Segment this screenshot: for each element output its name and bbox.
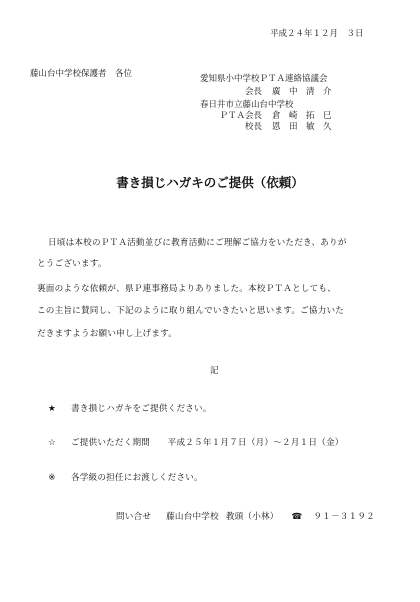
sender-name-1: 廣 中 清 介 xyxy=(272,87,332,97)
star-outline-icon: ☆ xyxy=(48,438,56,448)
item-handover xyxy=(44,473,203,484)
sender-role-3: 校長 xyxy=(244,122,262,132)
addressee: 藤山台中学校保護者 各位 xyxy=(30,69,133,79)
item-period xyxy=(44,438,344,449)
sender-org-2: 春日井市立藤山台中学校 xyxy=(200,100,294,110)
phone-icon: ☎ xyxy=(291,512,303,522)
sender-name-2: 倉 崎 拓 巳 xyxy=(272,111,332,121)
contact-person: 教頭（小林） xyxy=(225,512,279,522)
item-donate xyxy=(44,404,212,415)
item-period-text: ご提供いただく期間 平成２５年１月７日（月）～２月１日（金） xyxy=(70,438,344,448)
body-p1-line2: とうございます。 xyxy=(37,259,107,269)
body-p2-line2: この主旨に賛同し、下記のように取り組んでいきたいと思います。ご協力いた xyxy=(37,306,345,316)
ki-heading: 記 xyxy=(210,366,219,376)
contact-school: 藤山台中学校 xyxy=(166,512,219,522)
body-p2-line3: だきますようお願い申し上げます。 xyxy=(37,329,178,339)
contact-label: 問い合せ xyxy=(116,512,152,522)
document-title: 書き損じハガキのご提供（依頼） xyxy=(116,175,304,190)
sender-org-1: 愛知県小中学校ＰＴＡ連絡協議会 xyxy=(200,74,328,84)
contact-line xyxy=(116,512,375,523)
sender-name-3: 恩 田 敏 久 xyxy=(272,122,332,132)
star-filled-icon: ★ xyxy=(48,404,56,414)
body-p2-line1: 裏面のような依頼が、県Ｐ連事務局よりありました。本校ＰＴＡとしても、 xyxy=(37,284,336,294)
contact-phone: ９１－３１９２ xyxy=(313,512,375,522)
item-handover-text: 各学級の担任にお渡しください。 xyxy=(70,473,203,483)
sender-line-3 xyxy=(214,122,332,133)
issue-date: 平成２４年１２月 ３日 xyxy=(270,29,364,39)
reference-mark-icon: ※ xyxy=(48,473,56,483)
sender-role-1: 会長 xyxy=(244,87,262,97)
sender-line-1 xyxy=(214,87,332,98)
sender-line-2 xyxy=(214,111,332,122)
item-donate-text: 書き損じハガキをご提供ください。 xyxy=(70,404,212,414)
body-p1-line1: 日頃は本校のＰＴＡ活動並びに教育活動にご理解ご協力をいただき、ありが xyxy=(48,238,347,248)
sender-role-2: ＰＴＡ会長 xyxy=(219,111,262,121)
